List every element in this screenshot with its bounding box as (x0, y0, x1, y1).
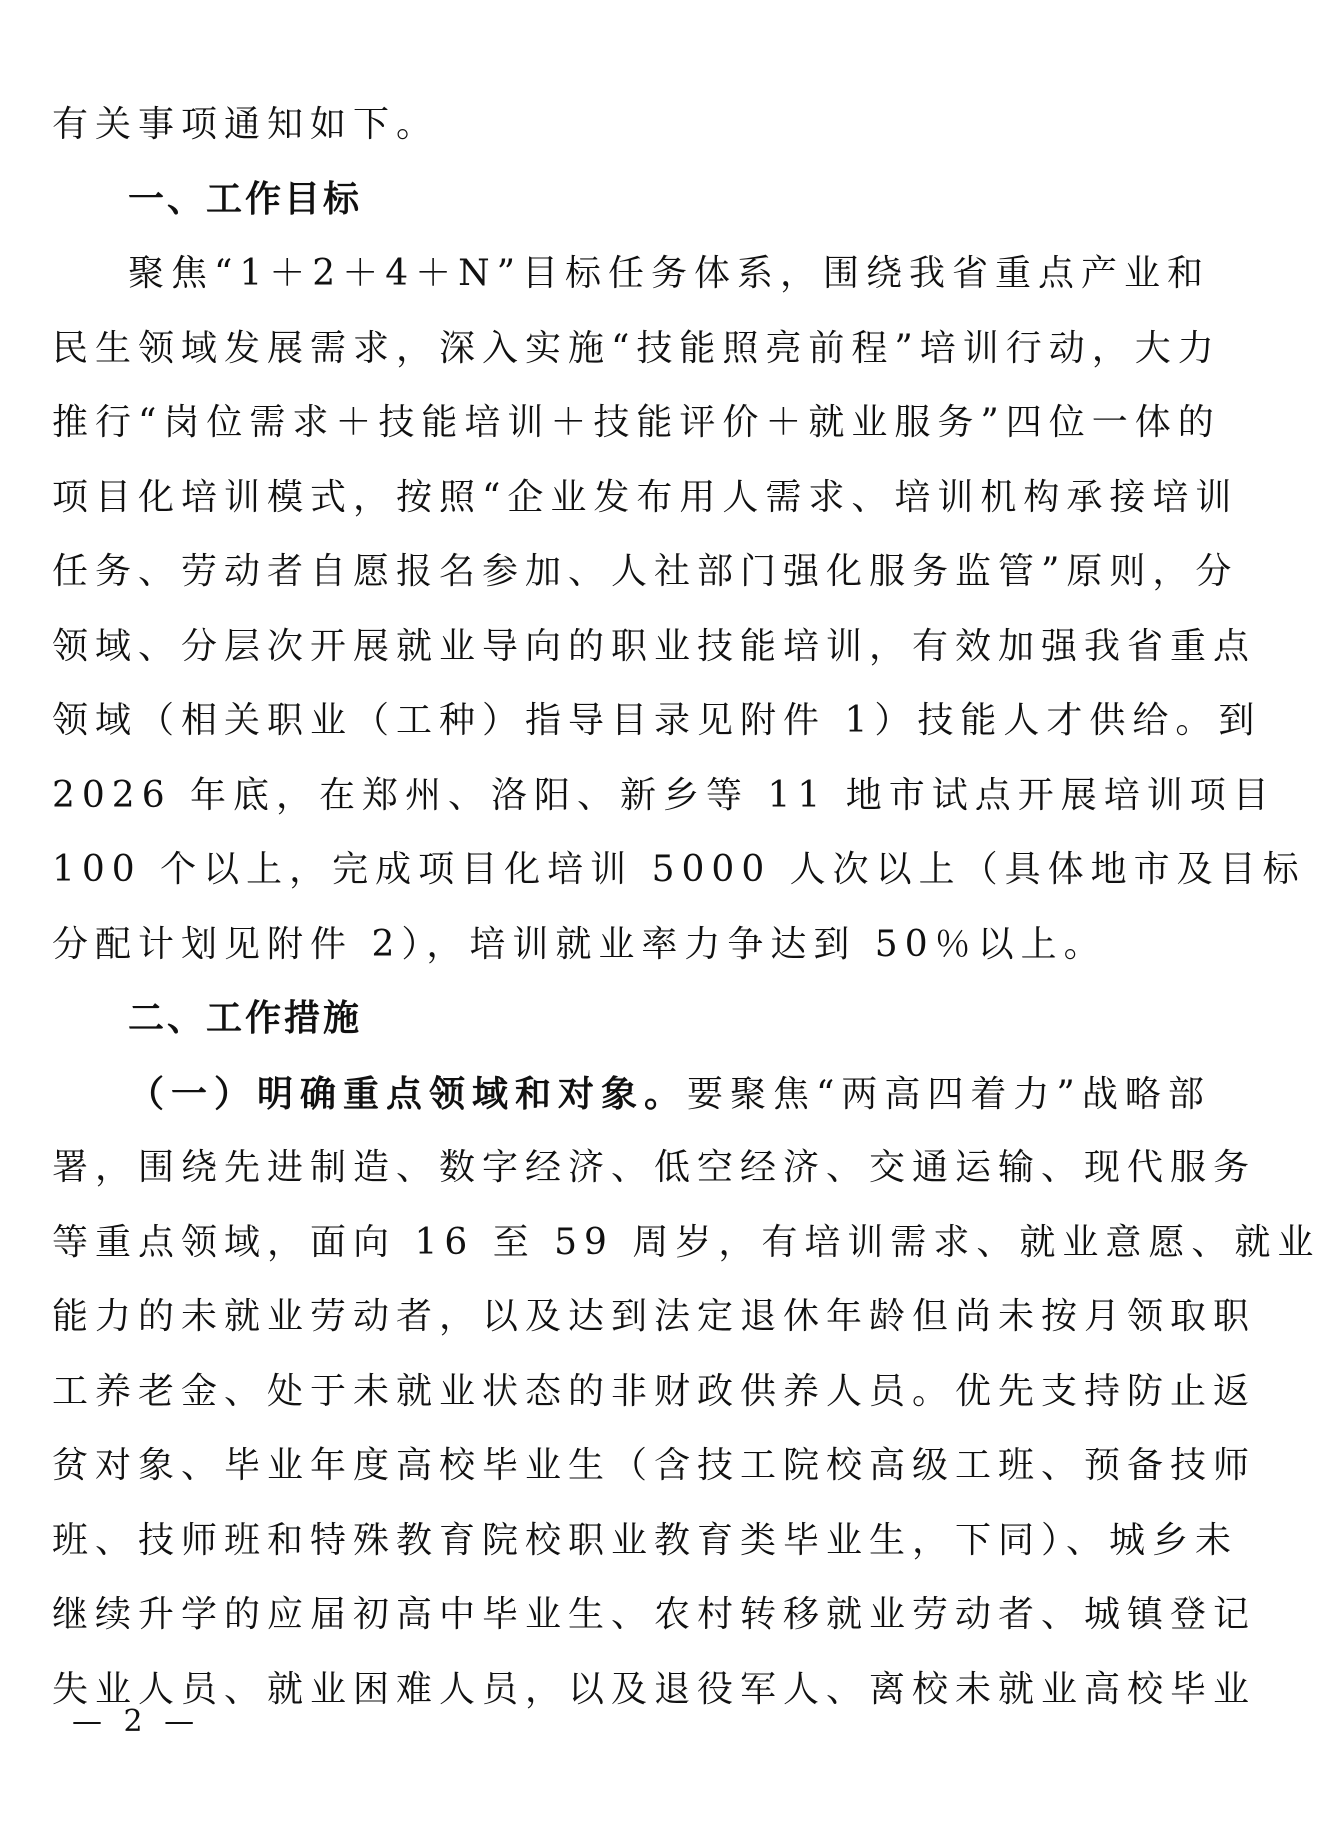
text-line: 项目化培训模式，按照“企业发布用人需求、培训机构承接培训 (52, 476, 1239, 518)
subsection-title: （一）明确重点领域和对象。 (128, 1072, 688, 1115)
text-line: 领域、分层次开展就业导向的职业技能培训，有效加强我省重点 (52, 625, 1257, 667)
document-body (52, 88, 1320, 1727)
section-heading-goals: 一、工作目标 (128, 178, 363, 220)
text-line: 分配计划见附件 2），培训就业率力争达到 50％以上。 (52, 923, 1107, 965)
text-line: 聚焦“1＋2＋4＋N”目标任务体系，围绕我省重点产业和 (128, 253, 1211, 294)
text-line: 有关事项通知如下。 (52, 104, 440, 145)
text-line: 继续升学的应届初高中毕业生、农村转移就业劳动者、城镇登记 (52, 1594, 1257, 1635)
text-line: 失业人员、就业困难人员，以及退役军人、离校未就业高校毕业 (52, 1668, 1257, 1710)
text-line: 等重点领域，面向 16 至 59 周岁，有培训需求、就业意愿、就业 (52, 1221, 1320, 1263)
text-line: 民生领域发展需求，深入实施“技能照亮前程”培训行动，大力 (52, 327, 1221, 369)
page-number: — 2 — (72, 1704, 201, 1739)
text-line: 能力的未就业劳动者，以及达到法定退休年龄但尚未按月领取职 (52, 1296, 1257, 1337)
text-line: 工养老金、处于未就业状态的非财政供养人员。优先支持防止返 (52, 1370, 1257, 1412)
subsection-text: 要聚焦“两高四着力”战略部 (687, 1073, 1211, 1115)
section-heading-measures: 二、工作措施 (128, 998, 363, 1039)
text-line: 班、技师班和特殊教育院校职业教育类毕业生，下同）、城乡未 (52, 1519, 1239, 1561)
text-line: 署，围绕先进制造、数字经济、低空经济、交通运输、现代服务 (52, 1147, 1257, 1188)
text-line: 领域（相关职业（工种）指导目录见附件 1）技能人才供给。到 (52, 700, 1262, 741)
text-line: 贫对象、毕业年度高校毕业生（含技工院校高级工班、预备技师 (52, 1445, 1257, 1486)
text-line: 任务、劳动者自愿报名参加、人社部门强化服务监管”原则，分 (52, 551, 1239, 592)
text-line: 推行“岗位需求＋技能培训＋技能评价＋就业服务”四位一体的 (52, 402, 1221, 443)
text-line-with-lead (52, 1057, 1211, 1132)
text-line: 2026 年底，在郑州、洛阳、新乡等 11 地市试点开展培训项目 (52, 774, 1276, 816)
text-line: 100 个以上，完成项目化培训 5000 人次以上（具体地市及目标 (52, 849, 1306, 890)
